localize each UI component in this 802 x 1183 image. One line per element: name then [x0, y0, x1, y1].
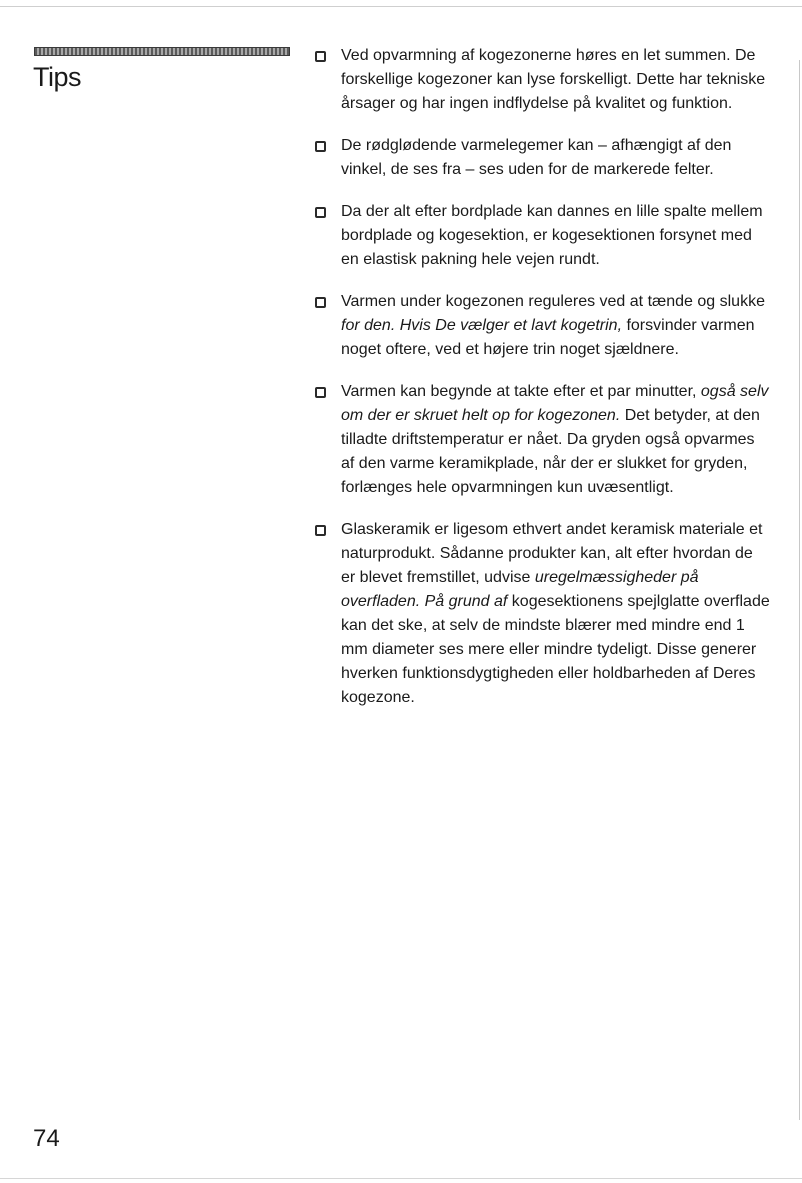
- tip-text: [341, 44, 771, 116]
- tip-text-part: De rødglødende varmelegemer kan – afhængigt af den vinkel, de ses fra – ses uden for de markerede felter.: [341, 137, 732, 178]
- tip-text-part: kogesektionens spejlglatte overflade kan det ske, at selv de mindste blærer med mindre end 1 mm diameter ses mere eller mindre tydeligt. Disse generer hverken funktionsdygtigheden eller holdbarheden af Deres kogezone.: [341, 593, 770, 706]
- tip-text: [341, 518, 771, 710]
- tip-text: [341, 380, 771, 500]
- tips-list: [311, 44, 771, 728]
- tip-text: [341, 290, 771, 362]
- tip-item: [311, 44, 771, 116]
- page-number: 74: [33, 1125, 60, 1152]
- tip-text-part: Da der alt efter bordplade kan dannes en lille spalte mellem bordplade og kogesektion, er kogesektionen forsynet med en elastisk pakning hele vejen rundt.: [341, 203, 763, 268]
- tip-item: [311, 200, 771, 272]
- checkbox-icon: [315, 525, 326, 536]
- checkbox-icon: [315, 387, 326, 398]
- tip-text-part: Ved opvarmning af kogezonerne høres en let summen. De forskellige kogezoner kan lyse forskelligt. Dette har tekniske årsager og har ingen indflydelse på kvalitet og funktion.: [341, 47, 766, 112]
- tip-text-italic: for den. Hvis De vælger et lavt kogetrin,: [341, 317, 623, 334]
- checkbox-icon: [315, 141, 326, 152]
- tip-text-italic: også selv om der er skruet helt op for kogezonen.: [341, 383, 769, 424]
- tip-item: [311, 290, 771, 362]
- checkbox-icon: [315, 51, 326, 62]
- top-rule: [0, 6, 802, 7]
- tip-text-part: Varmen under kogezonen reguleres ved at tænde og slukke: [341, 293, 765, 310]
- bottom-rule: [0, 1178, 802, 1179]
- checkbox-icon: [315, 297, 326, 308]
- section-header-bar: [34, 47, 290, 56]
- tip-item: [311, 380, 771, 500]
- tip-text-part: Det betyder, at den tilladte driftstemperatur er nået. Da gryden også opvarmes af den varme keramikplade, når der er slukket for gryden, forlænges hele opvarmningen kun uvæsentligt.: [341, 407, 760, 496]
- section-title: Tips: [33, 62, 82, 92]
- tip-text-part: forsvinder varmen noget oftere, ved et højere trin noget sjældnere.: [341, 317, 755, 358]
- checkbox-icon: [315, 207, 326, 218]
- tip-text: [341, 200, 771, 272]
- tip-text: [341, 134, 771, 182]
- right-margin-rule: [799, 60, 800, 1120]
- tip-text-part: Varmen kan begynde at takte efter et par minutter,: [341, 383, 701, 400]
- tip-item: [311, 518, 771, 710]
- tip-text-italic: uregelmæssigheder på overfladen. På grund af: [341, 569, 699, 610]
- tip-item: [311, 134, 771, 182]
- tip-text-part: Glaskeramik er ligesom ethvert andet keramisk materiale et naturprodukt. Sådanne produkter kan, alt efter hvordan de er blevet fremstillet, udvise: [341, 521, 763, 586]
